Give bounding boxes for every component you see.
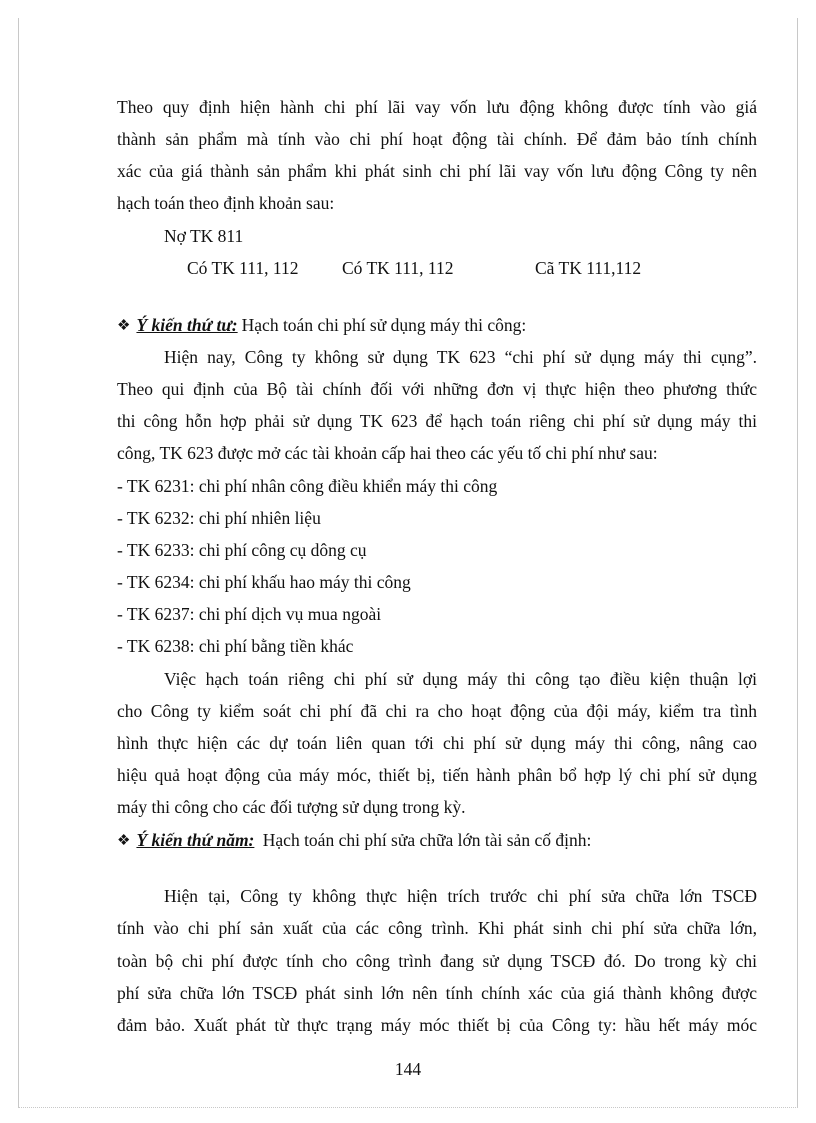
diamond-bullet-icon: ❖	[117, 833, 131, 849]
paragraph-4-line-3: toàn bộ chi phí được tính cho công trình đang sử dụng TSCĐ đó. Do trong kỳ chi	[117, 951, 757, 971]
page-border-left	[18, 18, 19, 1108]
opinion-4-heading	[117, 314, 757, 338]
account-list-item: - TK 6237: chi phí dịch vụ mua ngoài	[117, 604, 382, 624]
paragraph-3-line-1: Việc hạch toán riêng chi phí sử dụng máy thi công tạo điều kiện thuận lợi	[164, 669, 757, 689]
opinion-5-title: Hạch toán chi phí sửa chữa lớn tài sản cố định:	[262, 830, 592, 850]
opinion-5-lead: Ý kiến thứ năm:	[136, 830, 255, 850]
paragraph-4-line-1: Hiện tại, Công ty không thực hiện trích trước chi phí sửa chữa lớn TSCĐ	[164, 886, 757, 906]
paragraph-3-line-3: hình thực hiện các dự toán liên quan tới chi phí sử dụng máy thi công, nâng cao	[117, 733, 757, 753]
paragraph-3-line-5: máy thi công cho các đối tượng sử dụng trong kỳ.	[117, 797, 466, 817]
paragraph-2-line-3: thi công hỗn hợp phải sử dụng TK 623 để hạch toán riêng chi phí sử dụng máy thi	[117, 411, 757, 431]
page-border-right	[797, 18, 798, 1108]
paragraph-2-line-2: Theo qui định của Bộ tài chính đối với những đơn vị thực hiện theo phương thức	[117, 379, 757, 399]
paragraph-2-line-1: Hiện nay, Công ty không sử dụng TK 623 “chi phí sử dụng máy thi cụng”.	[164, 347, 757, 367]
entry-credit-3: Cã TK 111,112	[535, 258, 642, 278]
paragraph-4-line-2: tính vào chi phí sản xuất của các công trình. Khi phát sinh chi phí sửa chữa lớn,	[117, 918, 757, 938]
paragraph-3-line-4: hiệu quả hoạt động của máy móc, thiết bị, tiến hành phân bổ hợp lý chi phí sử dụng	[117, 765, 757, 785]
page-number: 144	[394, 1059, 422, 1079]
paragraph-1-line-1: Theo quy định hiện hành chi phí lãi vay vốn lưu động không được tính vào giá	[117, 97, 757, 117]
account-list-item: - TK 6238: chi phí bằng tiền khác	[117, 636, 354, 656]
diamond-bullet-icon: ❖	[117, 318, 131, 334]
paragraph-3-line-2: cho Công ty kiểm soát chi phí đã chi ra cho hoạt động của đội máy, kiểm tra tình	[117, 701, 757, 721]
entry-credit-1: Có TK 111, 112	[187, 258, 299, 278]
account-list-item: - TK 6234: chi phí khấu hao máy thi công	[117, 572, 411, 592]
entry-debit: Nợ TK 811	[164, 226, 244, 246]
paragraph-4-line-5: đảm bảo. Xuất phát từ thực trạng máy móc thiết bị của Công ty: hầu hết máy móc	[117, 1015, 757, 1035]
paragraph-4-line-4: phí sửa chữa lớn TSCĐ phát sinh lớn nên tính chính xác của giá thành không được	[117, 983, 757, 1003]
opinion-5-heading	[117, 829, 757, 853]
account-list-item: - TK 6232: chi phí nhiên liệu	[117, 508, 321, 528]
entry-credit-2: Có TK 111, 112	[342, 258, 454, 278]
opinion-4-title: Hạch toán chi phí sử dụng máy thi công:	[241, 315, 527, 335]
paragraph-1-line-4: hạch toán theo định khoản sau:	[117, 193, 335, 213]
paragraph-2-line-4: công, TK 623 được mở các tài khoản cấp hai theo các yếu tố chi phí như sau:	[117, 443, 658, 463]
account-list-item: - TK 6231: chi phí nhân công điều khiển máy thi công	[117, 476, 498, 496]
paragraph-1-line-2: thành sản phẩm mà tính vào chi phí hoạt động tài chính. Để đảm bảo tính chính	[117, 129, 757, 149]
paragraph-1-line-3: xác của giá thành sản phẩm khi phát sinh chi phí lãi vay vốn lưu động Công ty nên	[117, 161, 757, 181]
page-border-bottom	[18, 1107, 798, 1108]
account-list-item: - TK 6233: chi phí công cụ dông cụ	[117, 540, 367, 560]
opinion-4-lead: Ý kiến thứ tư:	[136, 315, 238, 335]
